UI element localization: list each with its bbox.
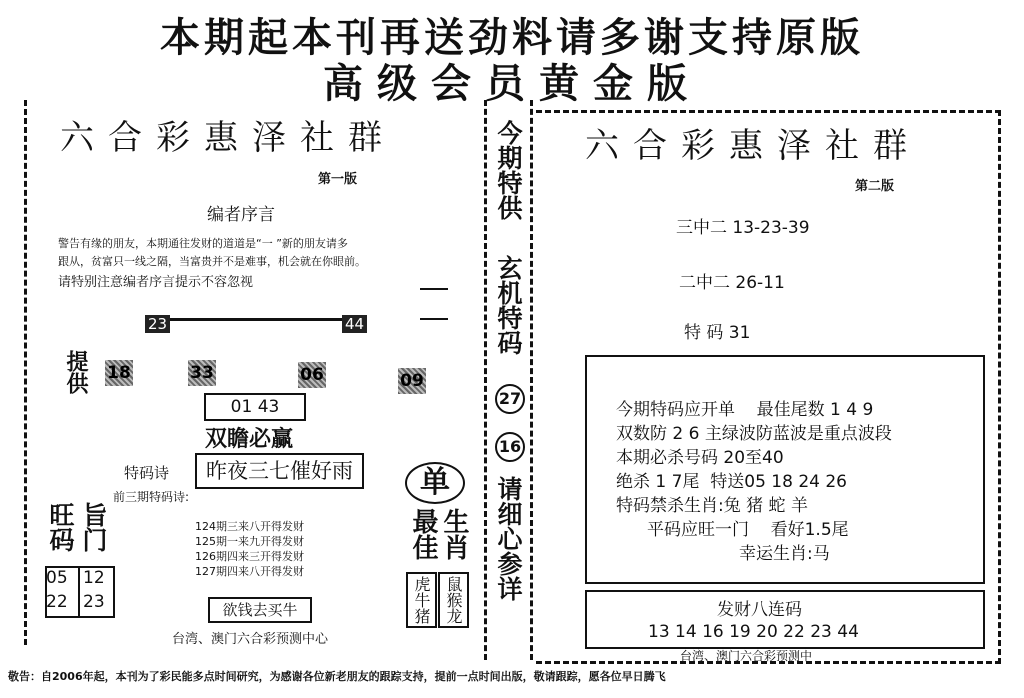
ball: 18	[105, 360, 133, 386]
fortune-numbers: 13 14 16 19 20 22 23 44	[648, 622, 859, 642]
forecast-line: 本期必杀号码 20至40	[616, 448, 784, 468]
mid-divider	[484, 100, 487, 660]
provide-label: 提供	[63, 350, 88, 394]
best-label: 最佳	[408, 508, 438, 560]
zodiac-label: 生肖	[439, 508, 469, 560]
zodiac-b: 鼠猴龙	[438, 572, 469, 628]
mid-col-2: 玄机特码	[494, 255, 523, 355]
buy-box: 欲钱去买牛	[208, 597, 312, 623]
range-high: 44	[342, 315, 367, 333]
range-low: 23	[145, 315, 170, 333]
range-bar	[150, 318, 360, 321]
mid-col-3: 请细心参详	[494, 476, 523, 601]
forecast-line: 双数防 2 6 主绿波防蓝波是重点波段	[616, 424, 892, 444]
line-b: 二中二 26-11	[679, 273, 785, 293]
mid-num-2: 16	[495, 432, 525, 462]
prev-line: 125期一来九开得发财	[195, 535, 304, 548]
right-edition: 第二版	[855, 179, 895, 194]
right-center: 台湾、澳门六合彩预测中	[680, 649, 813, 663]
grid-cell: 23	[83, 592, 105, 612]
grid-cell: 05	[46, 568, 68, 588]
slogan: 双瞻必赢	[205, 427, 294, 452]
left-brand: 六合彩惠泽社群	[60, 118, 396, 158]
line-a: 三中二 13-23-39	[676, 218, 810, 238]
header-line-1: 本期起本刊再送劲料请多谢支持原版	[160, 15, 864, 61]
mid-num-1: 27	[495, 384, 525, 414]
footer-notice: 敬告：自2006年起，本刊为了彩民能多点时间研究，为感谢各位新老朋友的跟踪支持，提前一点时间出版，敬请跟踪，愿各位早日腾飞	[8, 670, 666, 683]
divider	[420, 318, 448, 320]
mid-divider	[530, 100, 533, 660]
preface-note: 请特别注意编者序言提示不容忽视	[58, 275, 254, 290]
mid-col-1: 今期特供	[494, 120, 523, 220]
prev-line: 124期三来八开得发财	[195, 520, 304, 533]
preface-title: 编者序言	[207, 205, 275, 225]
preface-line-1: 警告有缘的朋友，本期通往发财的道道是“一 ”新的朋友请多	[58, 237, 348, 250]
header-line-2: 高级会员黄金版	[323, 61, 701, 107]
ball: 09	[398, 368, 426, 394]
grid-cell: 12	[83, 568, 105, 588]
wangmen-label: 旨门	[79, 502, 108, 552]
divider	[420, 288, 448, 290]
wangma-label: 旺码	[46, 502, 75, 552]
poem-box: 昨夜三七催好雨	[195, 453, 364, 489]
zodiac-a: 虎牛猪	[406, 572, 437, 628]
ball: 33	[188, 360, 216, 386]
prev-line: 126期四来三开得发财	[195, 550, 304, 563]
prev-label: 前三期特码诗:	[113, 490, 190, 504]
single-badge: 单	[405, 462, 465, 504]
forecast-line: 绝杀 1 7尾 特送05 18 24 26	[616, 472, 847, 492]
left-center: 台湾、澳门六合彩预测中心	[172, 632, 329, 647]
preface-line-2: 跟从，贫富只一线之隔，当富贵并不是难事，机会就在你眼前。	[58, 255, 366, 268]
grid-cell: 22	[46, 592, 68, 612]
forecast-line: 幸运生肖:马	[739, 544, 830, 564]
fortune-title: 发财八连码	[717, 600, 802, 620]
pair-box: 01 43	[204, 393, 306, 421]
left-edition: 第一版	[318, 172, 358, 187]
poem-label: 特码诗	[124, 464, 170, 482]
ball: 06	[298, 362, 326, 388]
grid-divider	[78, 566, 80, 616]
forecast-line: 平码应旺一门 看好1.5尾	[647, 520, 849, 540]
prev-line: 127期四来八开得发财	[195, 565, 304, 578]
right-brand: 六合彩惠泽社群	[585, 126, 921, 166]
forecast-line: 今期特码应开单 最佳尾数 1 4 9	[616, 400, 874, 420]
forecast-line: 特码禁杀生肖:兔 猪 蛇 羊	[616, 496, 808, 516]
line-c: 特 码 31	[684, 323, 751, 343]
